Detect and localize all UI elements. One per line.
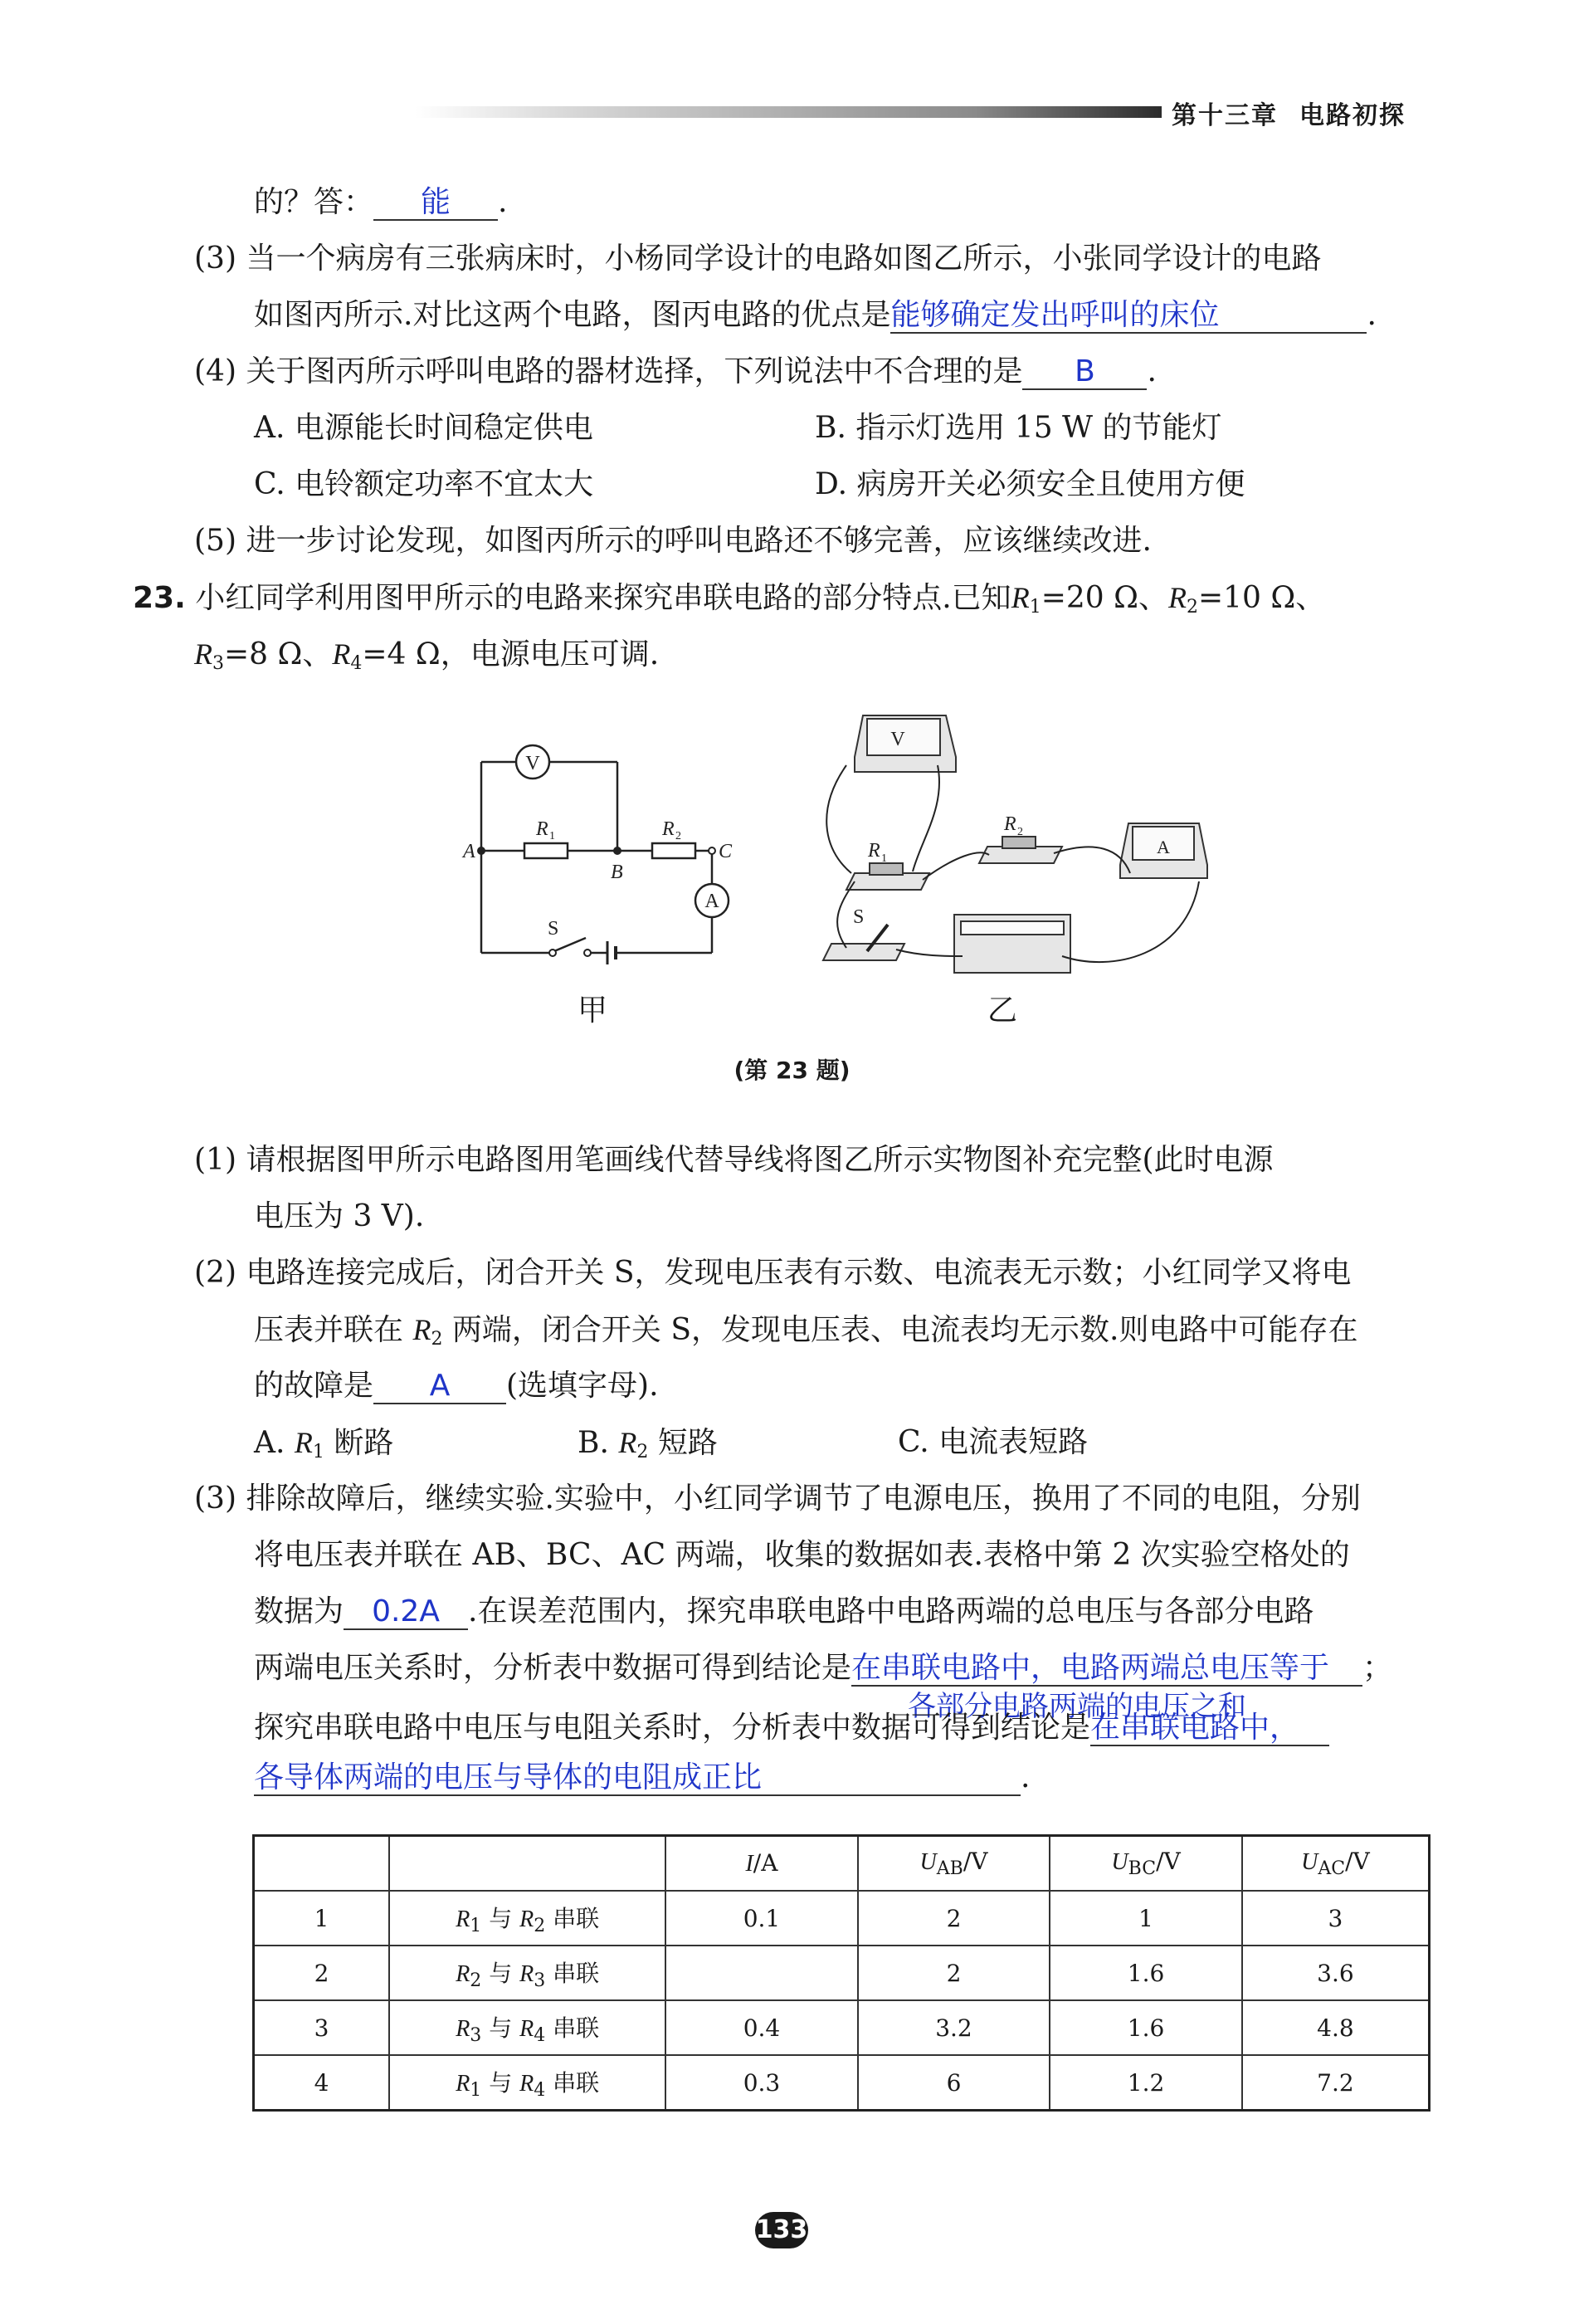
figure-caption: (第 23 题) xyxy=(734,1057,850,1084)
blank-cell xyxy=(665,1946,857,2000)
answer-blank[interactable]: 0.2A xyxy=(344,1595,468,1630)
q23-part2-option-b: B. $R_2$ 短路 xyxy=(578,1426,718,1462)
option-a: A. 电源能长时间稳定供电 xyxy=(254,411,593,445)
svg-text:A: A xyxy=(1157,837,1170,857)
q23-part3-line2: 将电压表并联在 AB、BC、AC 两端，收集的数据如表.表格中第 2 次实验空格处的 xyxy=(254,1538,1350,1572)
handwritten-continuation: 各部分电路两端的电压之和 xyxy=(908,1690,1246,1723)
svg-text:1: 1 xyxy=(549,830,555,842)
header-gradient-bar xyxy=(415,106,1162,118)
option-b: B. 指示灯选用 15 W 的节能灯 xyxy=(815,411,1222,445)
q23-part2-line1: (2) 电路连接完成后，闭合开关 S，发现电压表有示数、电流表无示数；小红同学又将电 xyxy=(194,1256,1352,1290)
figure-label-yi: 乙 xyxy=(987,994,1018,1028)
answer-blank[interactable]: 在串联电路中， xyxy=(1090,1711,1329,1746)
header-uac: $U_{AC}/V$ xyxy=(1242,1836,1430,1892)
q23-part1-line1: (1) 请根据图甲所示电路图用笔画线代替导线将图乙所示实物图补充完整(此时电源 xyxy=(194,1143,1274,1177)
data-table xyxy=(252,1834,1430,2112)
header-i: I/A xyxy=(665,1836,857,1892)
node-b-label: B xyxy=(611,862,623,883)
q23-part2-option-c: C. 电流表短路 xyxy=(898,1425,1089,1459)
table-row: 4 $R_1$ 与 $R_4$ 串联 0.3 6 1.2 7.2 xyxy=(254,2055,1430,2111)
svg-text:V: V xyxy=(890,729,905,750)
figure-label-jia: 甲 xyxy=(578,994,608,1028)
svg-text:1: 1 xyxy=(881,852,887,865)
option-c: C. 电铃额定功率不宜太大 xyxy=(254,467,594,501)
q23-part2-line2: 压表并联在 $R_2$ 两端，闭合开关 S，发现电压表、电流表均无示数.则电路中可能存在 xyxy=(254,1313,1358,1350)
q22-part3-line1: (3) 当一个病房有三张病床时，小杨同学设计的电路如图乙所示，小张同学设计的电路 xyxy=(194,242,1322,276)
q23-part1-line2: 电压为 3 V). xyxy=(254,1199,425,1233)
chapter-title: 第十三章 xyxy=(1172,101,1278,130)
q23-part2-option-a: A. $R_1$ 断路 xyxy=(254,1426,394,1462)
header-uab: $U_{AB}/V$ xyxy=(858,1836,1050,1892)
ammeter-label: A xyxy=(704,891,719,912)
header-ubc: $U_{BC}/V$ xyxy=(1050,1836,1242,1892)
answer-blank[interactable]: B xyxy=(1022,355,1147,390)
answer-blank[interactable]: 能够确定发出呼叫的床位 xyxy=(890,299,1367,334)
q23-part3-line6: 各导体两端的电压与导体的电阻成正比 . xyxy=(254,1760,1031,1794)
running-header xyxy=(1172,95,1406,131)
svg-text:R: R xyxy=(868,840,880,862)
switch-label: S xyxy=(548,918,559,940)
q23-part2-line3: 的故障是 A (选填字母). xyxy=(254,1369,659,1403)
answer-blank[interactable]: 在串联电路中，电路两端总电压等于 xyxy=(851,1652,1362,1687)
answer-blank[interactable]: A xyxy=(373,1370,506,1404)
voltmeter-label: V xyxy=(525,753,540,774)
q23-part3-line4: 两端电压关系时，分析表中数据可得到结论是在串联电路中，电路两端总电压等于 ； xyxy=(254,1651,1393,1685)
apparatus-diagram-yi xyxy=(821,707,1211,989)
svg-text:2: 2 xyxy=(675,830,681,842)
svg-text:R: R xyxy=(1004,813,1016,835)
q22-part5: (5) 进一步讨论发现，如图丙所示的呼叫电路还不够完善，应该继续改进. xyxy=(194,524,1152,558)
q23-part3-line1: (3) 排除故障后，继续实验.实验中，小红同学调节了电源电压，换用了不同的电阻，分别 xyxy=(194,1482,1361,1516)
circuit-diagram-jia xyxy=(448,730,747,1029)
q22-part3-line2: 如图丙所示.对比这两个电路，图丙电路的优点是能够确定发出呼叫的床位 . xyxy=(254,298,1377,332)
svg-text:S: S xyxy=(853,906,865,928)
q22-continuation: 的？答： 能 . xyxy=(254,185,508,219)
r1-label: R xyxy=(536,818,548,840)
q22-part4: (4) 关于图丙所示呼叫电路的器材选择，下列说法中不合理的是 B . xyxy=(194,354,1157,388)
page-number: 133 xyxy=(755,2212,808,2248)
q23-part3-line5: 探究串联电路中电压与电阻关系时，分析表中数据可得到结论是在串联电路中， xyxy=(254,1710,1329,1746)
node-a-label: A xyxy=(463,841,475,862)
r2-label: R xyxy=(662,818,675,840)
section-title: 电路初探 xyxy=(1299,101,1406,130)
question-number: 23. xyxy=(133,581,186,615)
table-header-row xyxy=(254,1836,1430,1892)
answer-blank[interactable]: 能 xyxy=(373,186,498,221)
q23-part3-line3: 数据为 0.2A .在误差范围内，探究串联电路中电路两端的总电压与各部分电路 xyxy=(254,1594,1314,1628)
node-c-label: C xyxy=(719,841,733,862)
table-row: 1 $R_1$ 与 $R_2$ 串联 0.1 2 1 3 xyxy=(254,1891,1430,1946)
svg-text:2: 2 xyxy=(1017,826,1023,838)
table-row: 3 $R_3$ 与 $R_4$ 串联 0.4 3.2 1.6 4.8 xyxy=(254,2000,1430,2055)
option-d: D. 病房开关必须安全且使用方便 xyxy=(815,467,1245,501)
q23-intro-line1: 23. 小红同学利用图甲所示的电路来探究串联电路的部分特点.已知$R_1=20$ Ω、$R_2=10$ Ω、 xyxy=(133,581,1326,618)
table-row: 2 $R_2$ 与 $R_3$ 串联 2 1.6 3.6 xyxy=(254,1946,1430,2000)
q23-intro-line2: $R_3=8$ Ω、$R_4=4$ Ω，电源电压可调. xyxy=(194,637,660,674)
answer-blank[interactable]: 各导体两端的电压与导体的电阻成正比 xyxy=(254,1761,1021,1796)
